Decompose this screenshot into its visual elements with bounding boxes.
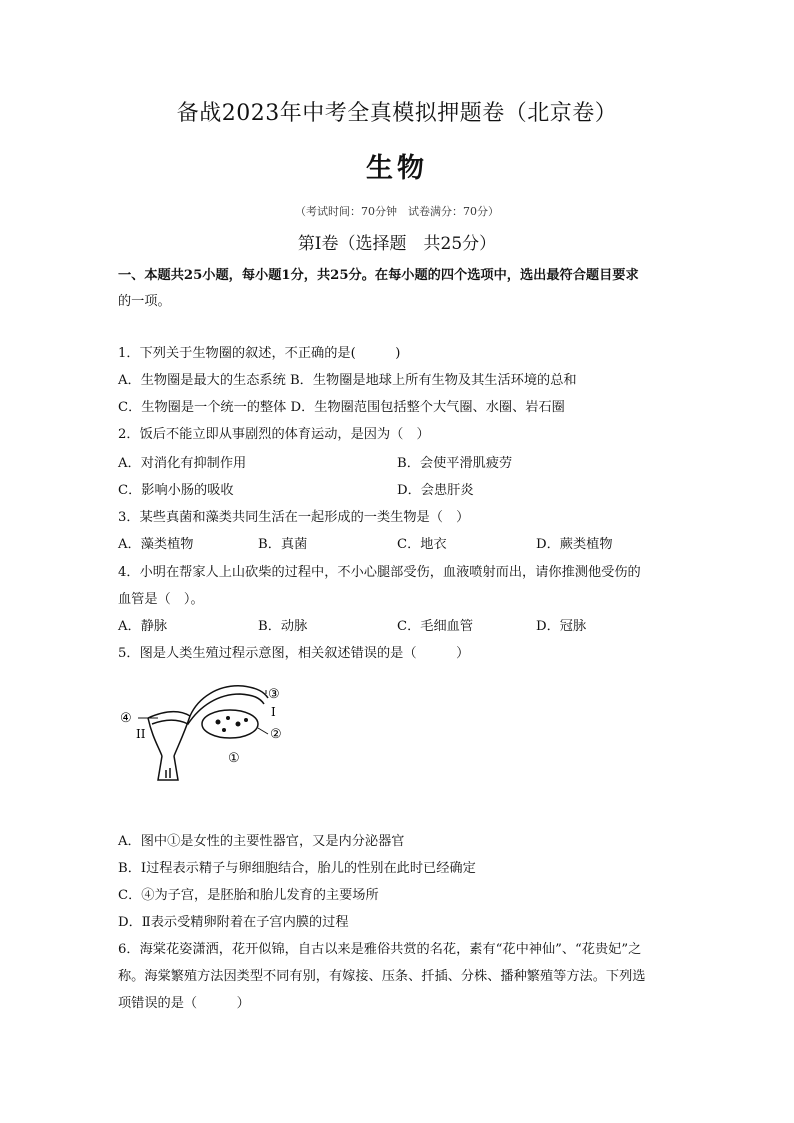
reproduction-diagram (118, 680, 298, 790)
q6-stem-line-3: 项错误的是（ ） (118, 996, 250, 1011)
q3-stem: 3．某些真菌和藻类共同生活在一起形成的一类生物是（ ） (118, 510, 470, 525)
q3-option-b: B．真菌 (258, 537, 308, 552)
section-title: 第Ⅰ卷（选择题 共25分） (297, 234, 497, 254)
q5-option-c: C．④为子宫，是胚胎和胎儿发育的主要场所 (118, 888, 379, 903)
q5-option-d: D．Ⅱ表示受精卵附着在子宫内膜的过程 (118, 915, 349, 930)
label-2: ② (270, 727, 282, 742)
q4-option-b: B．动脉 (258, 619, 308, 634)
q5-stem: 5．图是人类生殖过程示意图，相关叙述错误的是（ ） (118, 646, 470, 661)
q1-stem: 1．下列关于生物圈的叙述，不正确的是( ) (118, 346, 401, 361)
label-4: ④ (120, 711, 132, 726)
q2-option-b: B．会使平滑肌疲劳 (397, 456, 513, 471)
q1-options-cd: C．生物圈是一个统一的整体 D．生物圈范围包括整个大气圈、水圈、岩石圈 (118, 400, 565, 415)
q3-option-c: C．地衣 (397, 537, 447, 552)
q2-option-d: D．会患肝炎 (397, 483, 474, 498)
label-1: ① (228, 751, 240, 766)
q4-stem-line-1: 4．小明在帮家人上山砍柴的过程中，不小心腿部受伤，血液喷射而出，请你推测他受伤的 (118, 565, 641, 580)
label-II: II (136, 727, 146, 741)
label-3: ③ (268, 687, 280, 702)
q6-stem-line-2: 称。海棠繁殖方法因类型不同有别，有嫁接、压条、扦插、分株、播种繁殖等方法。下列选 (118, 969, 646, 984)
q1-options-ab: A．生物圈是最大的生态系统 B．生物圈是地球上所有生物及其生活环境的总和 (118, 373, 577, 388)
q3-option-a: A．藻类植物 (118, 537, 194, 552)
ovary (202, 710, 258, 738)
q6-stem-line-1: 6．海棠花姿潇洒，花开似锦，自古以来是雅俗共赏的名花，素有“花中神仙”、“花贵妃”之 (118, 942, 642, 957)
label-I: I (271, 705, 276, 719)
q2-option-a: A．对消化有抑制作用 (118, 456, 247, 471)
q2-option-c: C．影响小肠的吸收 (118, 483, 234, 498)
q4-option-c: C．毛细血管 (397, 619, 474, 634)
q4-stem-line-2: 血管是（ ）。 (118, 592, 204, 607)
q4-option-d: D．冠脉 (536, 619, 587, 634)
q5-option-b: B．Ⅰ过程表示精子与卵细胞结合，胎儿的性别在此时已经确定 (118, 861, 476, 876)
instructions-line-2: 的一项。 (118, 294, 171, 309)
exam-title: 备战2023年中考全真模拟押题卷（北京卷） (176, 101, 618, 126)
exam-info: （考试时间：70分钟 试卷满分：70分） (295, 205, 499, 218)
q3-option-d: D．蕨类植物 (536, 537, 613, 552)
q4-option-a: A．静脉 (118, 619, 168, 634)
q5-option-a: A．图中①是女性的主要性器官，又是内分泌器官 (118, 834, 405, 849)
subject-title: 生物 (366, 153, 428, 184)
q2-stem: 2．饭后不能立即从事剧烈的体育运动，是因为（ ） (118, 427, 430, 442)
instructions-line-1: 一、本题共25小题，每小题1分，共25分。在每小题的四个选项中，选出最符合题目要求 (118, 268, 639, 283)
